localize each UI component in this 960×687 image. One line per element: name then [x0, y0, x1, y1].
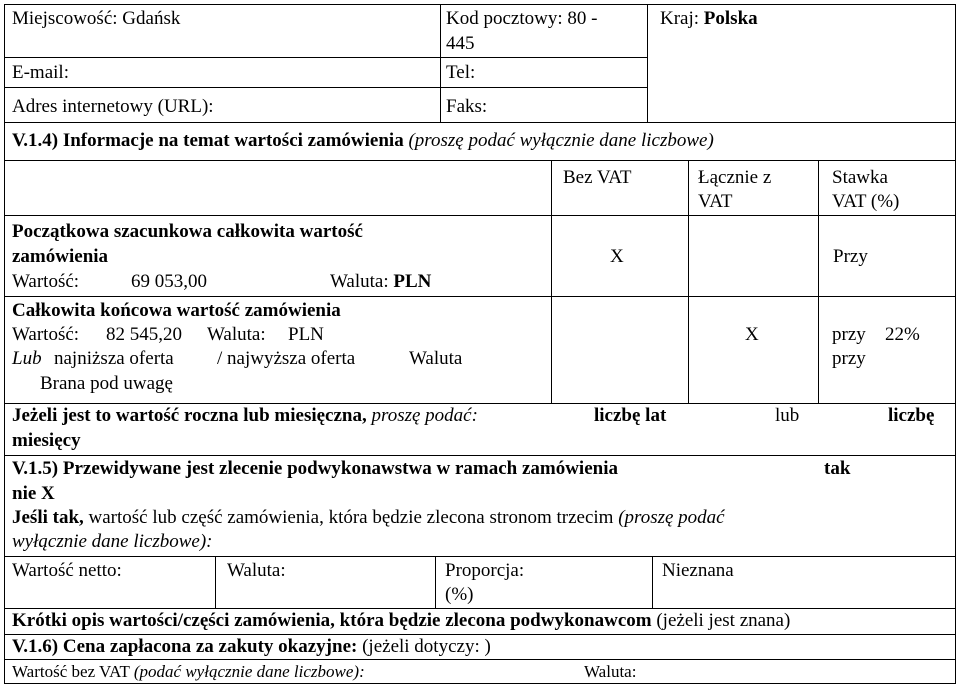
v16-heading-note: (jeżeli dotyczy: )	[362, 636, 491, 657]
v14-col-divider-right	[818, 160, 819, 403]
annual-question	[12, 405, 478, 427]
v15-field-divider-3	[652, 556, 653, 608]
final-rate: 22%	[885, 324, 920, 345]
short-desc-note: (jeżeli jest znana)	[656, 610, 791, 631]
initial-value-label: Wartość:	[12, 271, 80, 292]
col-header-lacznie-1: Łącznie z	[698, 167, 772, 188]
annual-note: proszę podać:	[371, 405, 478, 426]
v16-top-line	[4, 634, 956, 635]
lub-waluta: Waluta	[409, 348, 463, 369]
col-header-lacznie-2: VAT	[698, 191, 733, 212]
brana-label: Brana pod uwagę	[40, 373, 173, 394]
v14-col-divider-left	[551, 160, 552, 403]
liczbe: liczbę	[888, 405, 935, 426]
v14-table-top	[4, 160, 956, 161]
postal-label-cont: 445	[446, 33, 475, 54]
v15-field-divider-1	[215, 556, 216, 608]
final-mark: X	[745, 324, 759, 345]
country-label: Kraj:	[660, 8, 704, 29]
v14-initial-line	[4, 296, 956, 297]
country-field	[660, 8, 758, 30]
v15-fields-top	[4, 556, 956, 557]
url-label: Adres internetowy (URL):	[12, 96, 214, 117]
v14-heading	[12, 130, 714, 152]
v15-jesli	[12, 507, 725, 529]
v14-heading-note: (proszę podać wyłącznie dane liczbowe)	[408, 130, 714, 151]
final-currency: PLN	[288, 324, 324, 345]
initial-title-1: Początkowa szacunkowa całkowita wartość	[12, 221, 363, 242]
initial-title-2: zamówienia	[12, 246, 109, 267]
addr-row-line-1	[4, 57, 648, 58]
v15-fields-bottom	[4, 608, 956, 609]
netto-label: Wartość netto:	[12, 560, 122, 581]
v16-row-line	[4, 659, 956, 660]
v14-col-divider-mid	[688, 160, 689, 403]
addr-row-line-2	[4, 87, 648, 88]
v15-jesli-label: Jeśli tak,	[12, 507, 84, 528]
country-value: Polska	[703, 8, 758, 29]
initial-mark: X	[610, 246, 624, 267]
v14-final-line	[4, 403, 956, 404]
v15-nie	[12, 483, 55, 505]
border-right	[955, 4, 956, 684]
highest-offer: / najwyższa oferta	[217, 348, 356, 369]
addr-bottom-line	[4, 122, 956, 123]
v15-jesli-text: wartość lub część zamówienia, która będzie zlecona stronom trzecim	[88, 507, 614, 528]
initial-przy: Przy	[833, 246, 868, 267]
final-currency-label: Waluta:	[207, 324, 266, 345]
nieznana-label: Nieznana	[662, 560, 734, 581]
miesiecy: miesięcy	[12, 430, 81, 451]
col-header-stawka-2: VAT (%)	[832, 191, 900, 212]
final-value-label: Wartość:	[12, 324, 80, 345]
lowest-offer: najniższa oferta	[54, 348, 174, 369]
v15-heading: V.1.5) Przewidywane jest zlecenie podwykonawstwa w ramach zamówienia	[12, 458, 618, 479]
col-header-bez-vat: Bez VAT	[563, 167, 632, 188]
tel-label: Tel:	[446, 62, 476, 83]
col-header-stawka-1: Stawka	[832, 167, 888, 188]
v16-bez-vat-note: (podać wyłącznie dane liczbowe):	[133, 662, 365, 681]
city-label: Miejscowość: Gdańsk	[12, 8, 181, 29]
lub-przy: przy	[832, 348, 866, 369]
v16-bez-vat-label: Wartość bez VAT	[12, 662, 130, 681]
initial-currency-value: PLN	[393, 271, 432, 292]
proporcja-label-2: (%)	[445, 584, 474, 605]
initial-currency-label: Waluta:	[330, 271, 389, 292]
v15-jesli-note-1: (proszę podać	[618, 507, 725, 528]
border-bottom	[4, 683, 956, 684]
final-title: Całkowita końcowa wartość zamówienia	[12, 300, 341, 321]
proporcja-label-1: Proporcja:	[445, 560, 525, 581]
short-desc	[12, 610, 790, 632]
v15-jesli-note-2: wyłącznie dane liczbowe):	[12, 531, 213, 552]
initial-currency	[330, 271, 431, 293]
lub-label: Lub	[12, 348, 42, 369]
email-label: E-mail:	[12, 62, 69, 83]
v15-nie-label: nie	[12, 483, 37, 504]
liczbe-lat: liczbę lat	[594, 405, 667, 426]
v14-header-line	[4, 215, 956, 216]
v15-waluta-label: Waluta:	[227, 560, 286, 581]
v16-heading	[12, 636, 491, 658]
initial-value: 69 053,00	[131, 271, 207, 292]
v16-waluta-label: Waluta:	[584, 662, 637, 681]
short-desc-text: Krótki opis wartości/części zamówienia, która będzie zlecona podwykonawcom	[12, 610, 652, 631]
addr-divider-1	[440, 4, 441, 122]
v15-nie-mark: X	[41, 483, 55, 504]
v15-field-divider-2	[435, 556, 436, 608]
v15-tak: tak	[824, 458, 851, 479]
annual-question-text: Jeżeli jest to wartość roczna lub miesięczna,	[12, 405, 367, 426]
postal-label: Kod pocztowy: 80 -	[446, 8, 598, 29]
final-value: 82 545,20	[106, 324, 182, 345]
addr-divider-2	[647, 4, 648, 122]
v16-bez-vat	[12, 661, 365, 683]
border-top	[4, 4, 956, 5]
v15-top-line	[4, 455, 956, 456]
border-left	[4, 4, 5, 684]
annual-lub: lub	[775, 405, 800, 426]
final-przy: przy	[832, 324, 866, 345]
fax-label: Faks:	[446, 96, 488, 117]
v16-heading-text: V.1.6) Cena zapłacona za zakuty okazyjne:	[12, 636, 358, 657]
v14-heading-text: V.1.4) Informacje na temat wartości zamówienia	[12, 130, 404, 151]
